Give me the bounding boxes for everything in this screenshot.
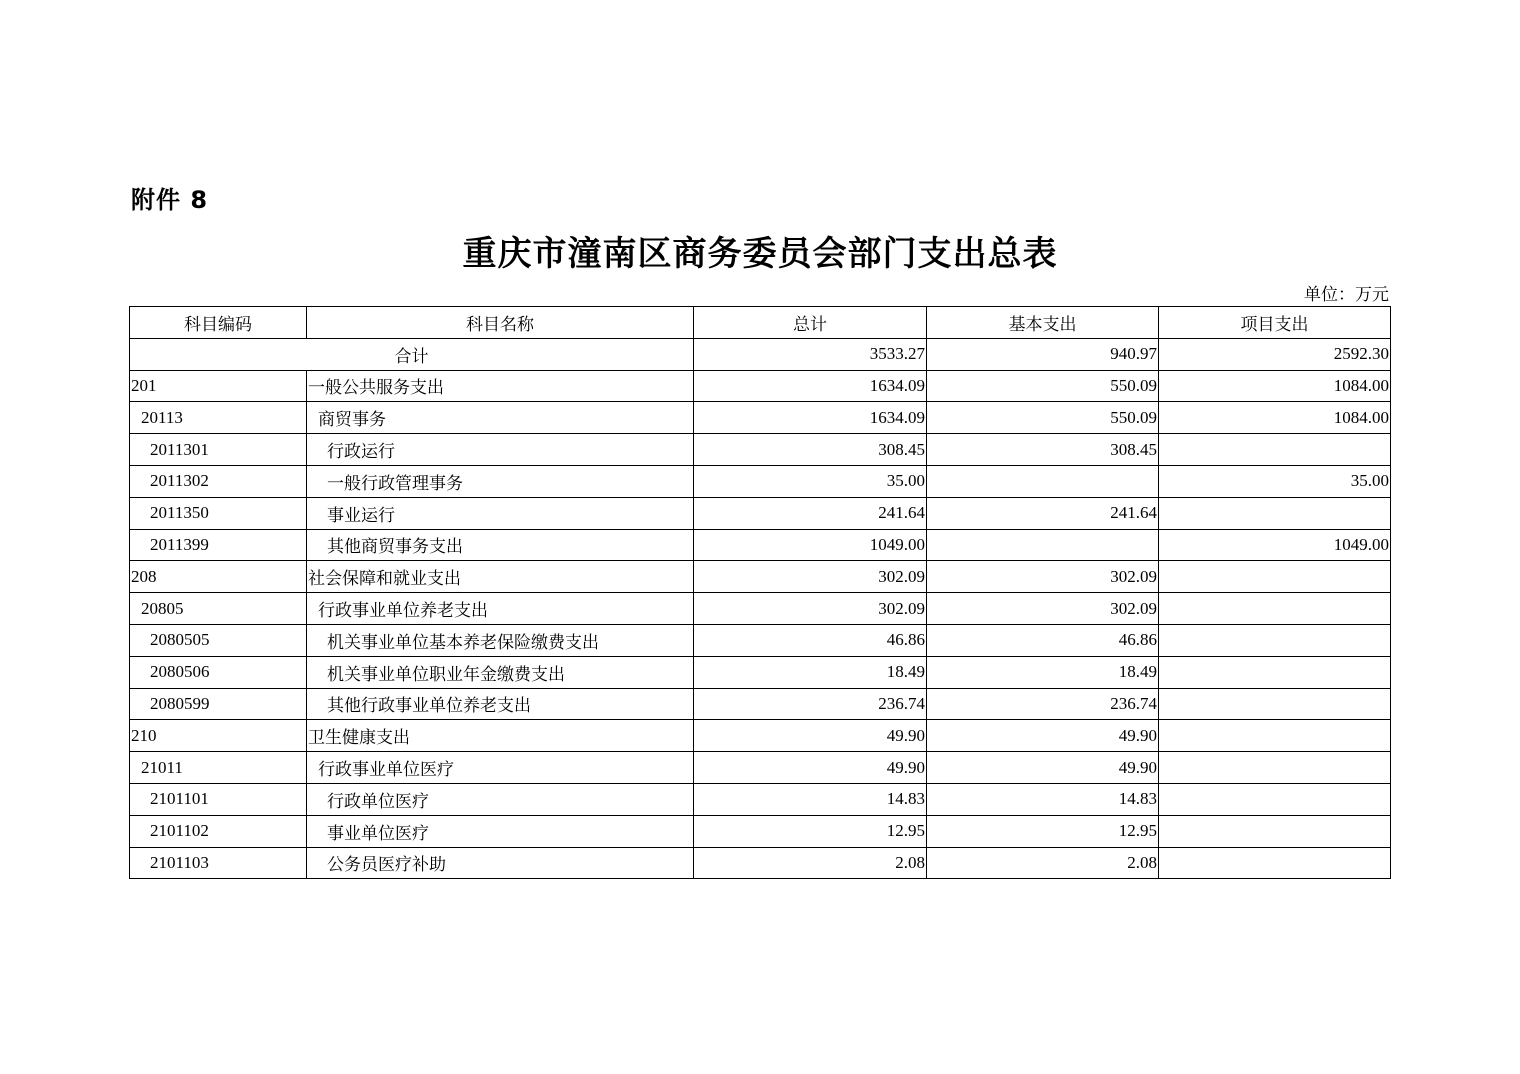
table-row xyxy=(130,847,1391,879)
row-code: 2080505 xyxy=(130,624,307,656)
row-code: 2101103 xyxy=(130,847,307,879)
row-project xyxy=(1159,720,1391,752)
row-name: 行政事业单位养老支出 xyxy=(307,593,694,625)
table-row xyxy=(130,624,1391,656)
row-basic: 49.90 xyxy=(927,752,1159,784)
table-row xyxy=(130,752,1391,784)
table-row xyxy=(130,370,1391,402)
row-code: 210 xyxy=(130,720,307,752)
row-project xyxy=(1159,561,1391,593)
table-row xyxy=(130,688,1391,720)
total-project: 2592.30 xyxy=(1159,338,1391,370)
row-basic: 302.09 xyxy=(927,593,1159,625)
row-code: 20113 xyxy=(130,402,307,434)
header-name: 科目名称 xyxy=(307,307,694,339)
row-total: 46.86 xyxy=(694,624,927,656)
row-code: 2080506 xyxy=(130,656,307,688)
row-code: 2011302 xyxy=(130,465,307,497)
row-basic: 2.08 xyxy=(927,847,1159,879)
row-code: 2011350 xyxy=(130,497,307,529)
row-basic: 12.95 xyxy=(927,815,1159,847)
header-total: 总计 xyxy=(694,307,927,339)
table-row xyxy=(130,561,1391,593)
row-code: 2101101 xyxy=(130,783,307,815)
row-name: 一般行政管理事务 xyxy=(307,465,694,497)
table-row xyxy=(130,465,1391,497)
row-total: 14.83 xyxy=(694,783,927,815)
table-row xyxy=(130,434,1391,466)
page-title: 重庆市潼南区商务委员会部门支出总表 xyxy=(462,234,1058,274)
row-basic xyxy=(927,529,1159,561)
row-project: 1084.00 xyxy=(1159,402,1391,434)
row-project xyxy=(1159,434,1391,466)
row-name: 商贸事务 xyxy=(307,402,694,434)
row-name: 机关事业单位职业年金缴费支出 xyxy=(307,656,694,688)
row-total: 241.64 xyxy=(694,497,927,529)
total-basic: 940.97 xyxy=(927,338,1159,370)
row-total: 49.90 xyxy=(694,720,927,752)
row-project: 1049.00 xyxy=(1159,529,1391,561)
expenditure-table xyxy=(129,306,1391,879)
table-row xyxy=(130,497,1391,529)
table-row xyxy=(130,402,1391,434)
row-total: 35.00 xyxy=(694,465,927,497)
row-name: 一般公共服务支出 xyxy=(307,370,694,402)
row-total: 302.09 xyxy=(694,593,927,625)
row-code: 2101102 xyxy=(130,815,307,847)
row-project xyxy=(1159,624,1391,656)
row-project xyxy=(1159,497,1391,529)
row-code: 2080599 xyxy=(130,688,307,720)
row-project xyxy=(1159,656,1391,688)
row-basic: 236.74 xyxy=(927,688,1159,720)
row-total: 1634.09 xyxy=(694,370,927,402)
row-basic: 49.90 xyxy=(927,720,1159,752)
row-code: 20805 xyxy=(130,593,307,625)
row-name: 公务员医疗补助 xyxy=(307,847,694,879)
row-code: 2011301 xyxy=(130,434,307,466)
row-name: 机关事业单位基本养老保险缴费支出 xyxy=(307,624,694,656)
row-name: 行政单位医疗 xyxy=(307,783,694,815)
header-basic: 基本支出 xyxy=(927,307,1159,339)
row-basic: 18.49 xyxy=(927,656,1159,688)
table-header-row xyxy=(130,307,1391,339)
row-project xyxy=(1159,815,1391,847)
row-basic: 550.09 xyxy=(927,402,1159,434)
header-code: 科目编码 xyxy=(130,307,307,339)
row-code: 201 xyxy=(130,370,307,402)
total-label: 合计 xyxy=(130,338,694,370)
row-basic: 241.64 xyxy=(927,497,1159,529)
header-project: 项目支出 xyxy=(1159,307,1391,339)
row-project xyxy=(1159,783,1391,815)
total-total: 3533.27 xyxy=(694,338,927,370)
table-row xyxy=(130,656,1391,688)
row-project: 1084.00 xyxy=(1159,370,1391,402)
total-row xyxy=(130,338,1391,370)
table-row xyxy=(130,815,1391,847)
row-name: 其他商贸事务支出 xyxy=(307,529,694,561)
row-total: 302.09 xyxy=(694,561,927,593)
table-row xyxy=(130,529,1391,561)
row-basic xyxy=(927,465,1159,497)
row-basic: 308.45 xyxy=(927,434,1159,466)
row-name: 行政事业单位医疗 xyxy=(307,752,694,784)
unit-label: 单位：万元 xyxy=(1304,285,1389,305)
row-name: 其他行政事业单位养老支出 xyxy=(307,688,694,720)
row-total: 18.49 xyxy=(694,656,927,688)
row-name: 事业单位医疗 xyxy=(307,815,694,847)
row-name: 事业运行 xyxy=(307,497,694,529)
row-code: 208 xyxy=(130,561,307,593)
row-basic: 46.86 xyxy=(927,624,1159,656)
row-total: 1634.09 xyxy=(694,402,927,434)
table-row xyxy=(130,720,1391,752)
row-total: 308.45 xyxy=(694,434,927,466)
row-project xyxy=(1159,593,1391,625)
row-total: 49.90 xyxy=(694,752,927,784)
row-code: 21011 xyxy=(130,752,307,784)
table-row xyxy=(130,783,1391,815)
row-name: 社会保障和就业支出 xyxy=(307,561,694,593)
row-total: 12.95 xyxy=(694,815,927,847)
row-name: 卫生健康支出 xyxy=(307,720,694,752)
row-total: 2.08 xyxy=(694,847,927,879)
row-total: 1049.00 xyxy=(694,529,927,561)
row-basic: 550.09 xyxy=(927,370,1159,402)
row-basic: 14.83 xyxy=(927,783,1159,815)
row-code: 2011399 xyxy=(130,529,307,561)
row-project: 35.00 xyxy=(1159,465,1391,497)
row-project xyxy=(1159,847,1391,879)
row-project xyxy=(1159,752,1391,784)
attachment-label: 附件 8 xyxy=(131,186,209,214)
row-name: 行政运行 xyxy=(307,434,694,466)
table-row xyxy=(130,593,1391,625)
row-total: 236.74 xyxy=(694,688,927,720)
row-basic: 302.09 xyxy=(927,561,1159,593)
row-project xyxy=(1159,688,1391,720)
